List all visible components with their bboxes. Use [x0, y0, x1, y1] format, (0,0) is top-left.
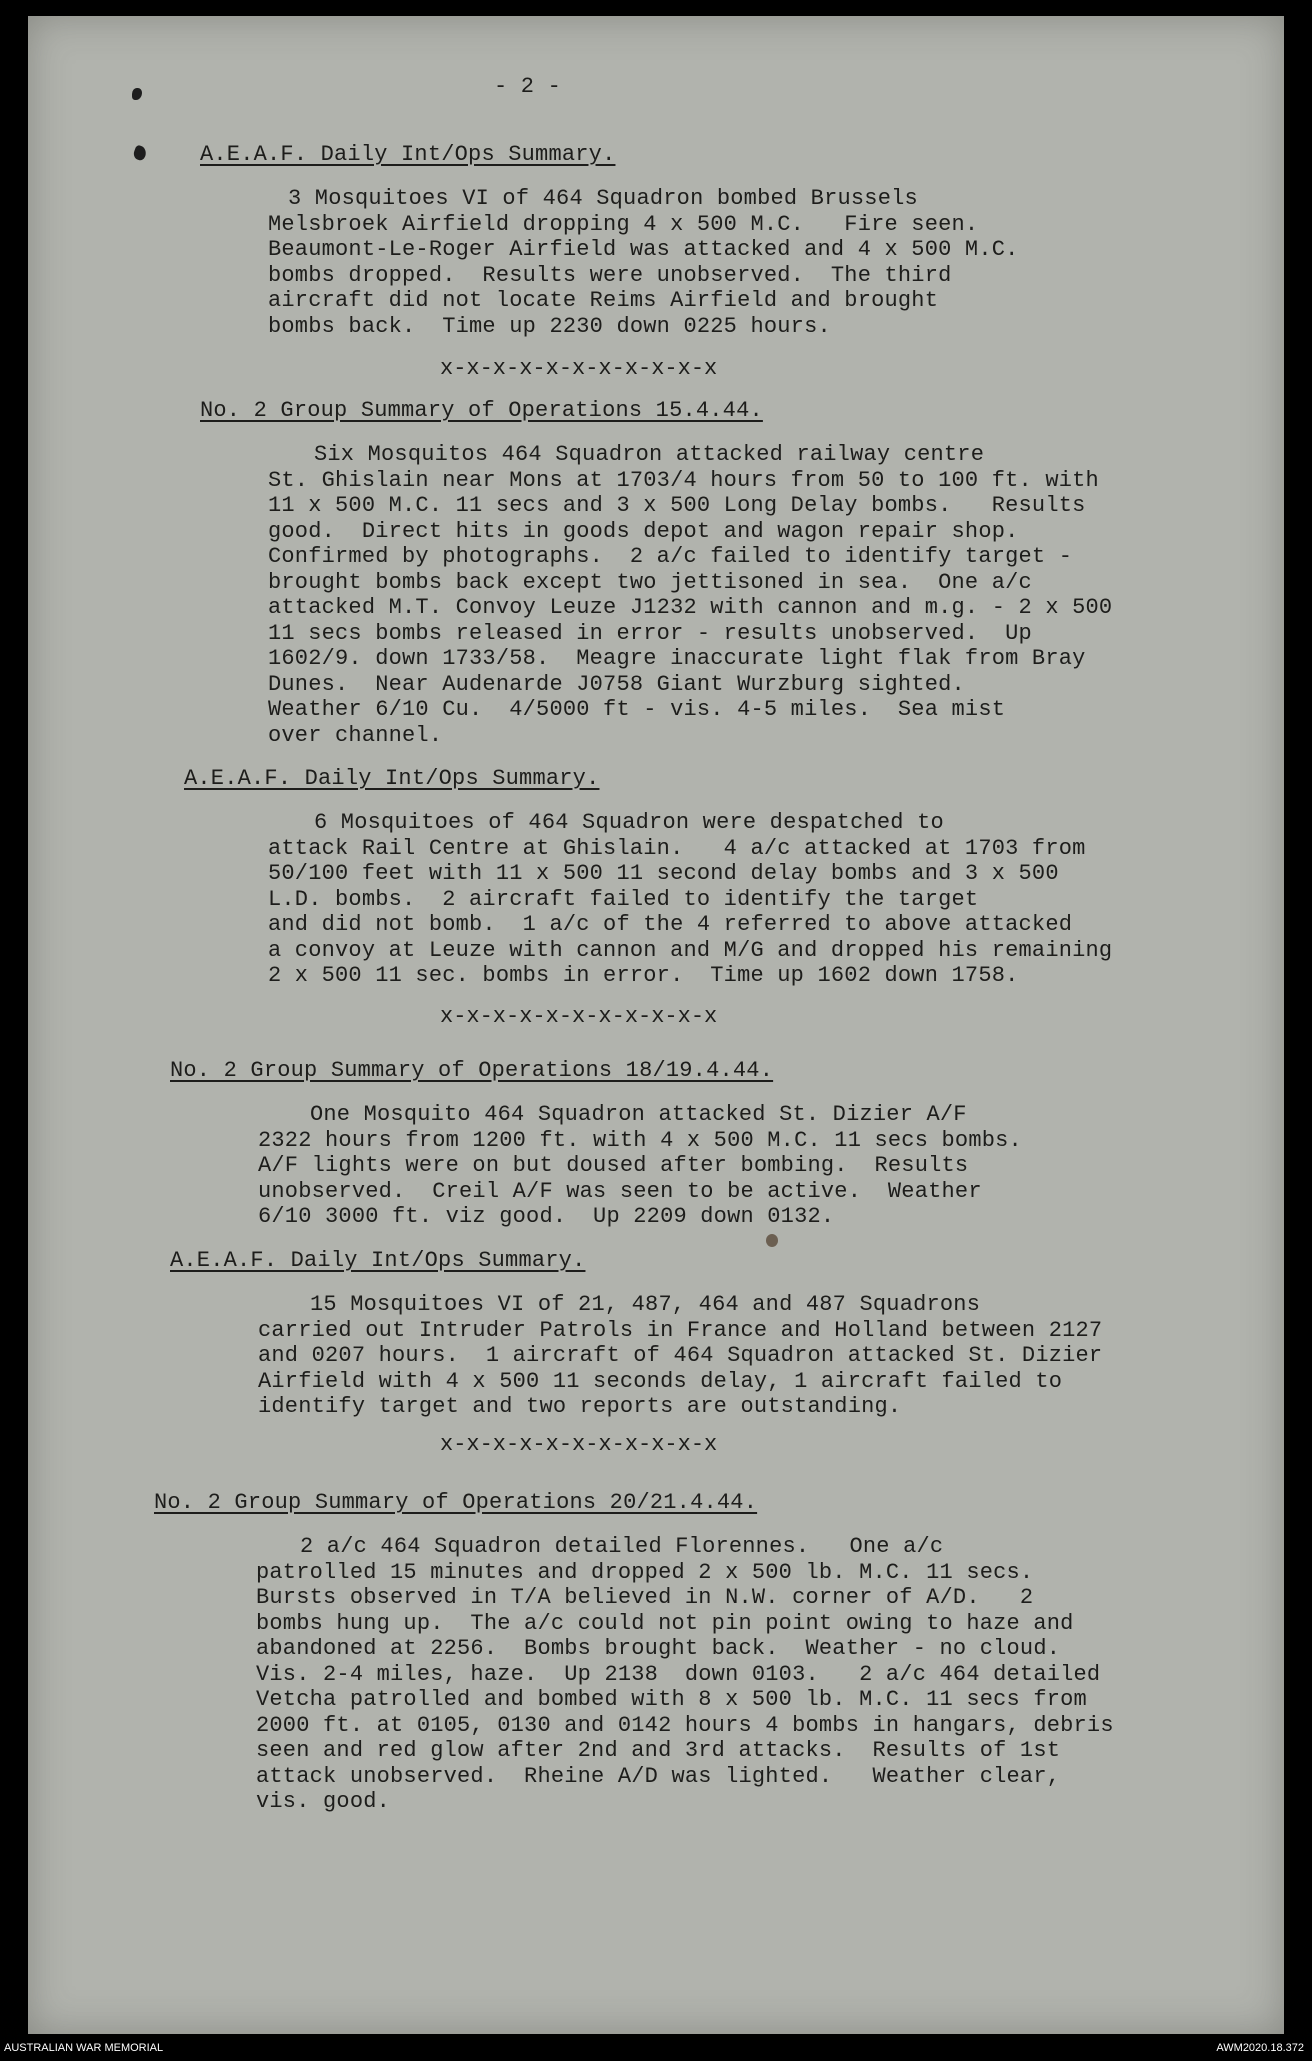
text-line: 2 x 500 11 sec. bombs in error. Time up 1602 down 1758. [268, 963, 1019, 988]
text-line: 2322 hours from 1200 ft. with 4 x 500 M.C. 11 secs bombs. [258, 1127, 1022, 1153]
text-line: 6 Mosquitoes of 464 Squadron were despatched to [314, 810, 944, 835]
text-line: and 0207 hours. 1 aircraft of 464 Squadron attacked St. Dizier [258, 1343, 1103, 1368]
text-line: vis. good. [256, 1789, 391, 1814]
text-line: 15 Mosquitoes VI of 21, 487, 464 and 487 Squadrons [310, 1292, 981, 1317]
text-line: 3 Mosquitoes VI of 464 Squadron bombed Brussels [288, 186, 918, 211]
text-line: 50/100 feet with 11 x 500 11 second delay bombs and 3 x 500 [268, 861, 1059, 886]
section-heading: A.E.A.F. Daily Int/Ops Summary. [200, 142, 616, 167]
section-heading: No. 2 Group Summary of Operations 15.4.44. [200, 398, 763, 423]
separator: x-x-x-x-x-x-x-x-x-x-x [440, 356, 718, 381]
document-page [28, 16, 1284, 2034]
text-line: A/F lights were on but doused after bombing. Results [258, 1153, 969, 1178]
text-line: 11 x 500 M.C. 11 secs and 3 x 500 Long Delay bombs. Results [268, 493, 1086, 518]
text-line: 1602/9. down 1733/58. Meagre inaccurate light flak from Bray [268, 646, 1086, 671]
text-line: abandoned at 2256. Bombs brought back. Weather - no cloud. [256, 1636, 1061, 1661]
text-line: aircraft did not locate Reims Airfield and brought [268, 288, 939, 313]
separator: x-x-x-x-x-x-x-x-x-x-x [440, 1432, 718, 1457]
text-line: Confirmed by photographs. 2 a/c failed to identify target - [268, 544, 1073, 569]
page-number: - 2 - [494, 74, 562, 99]
text-line: patrolled 15 minutes and dropped 2 x 500 lb. M.C. 11 secs. [256, 1559, 1034, 1585]
text-line: attacked M.T. Convoy Leuze J1232 with cannon and m.g. - 2 x 500 [268, 595, 1113, 620]
section-heading: No. 2 Group Summary of Operations 20/21.4.44. [154, 1490, 758, 1515]
text-line: attack Rail Centre at Ghislain. 4 a/c attacked at 1703 from [268, 835, 1086, 861]
text-line: St. Ghislain near Mons at 1703/4 hours from 50 to 100 ft. with [268, 467, 1099, 493]
text-line: L.D. bombs. 2 aircraft failed to identify the target [268, 886, 979, 912]
text-line: a convoy at Leuze with cannon and M/G and dropped his remaining [268, 937, 1113, 963]
text-line: 11 secs bombs released in error - results unobserved. Up [268, 620, 1032, 646]
text-line: good. Direct hits in goods depot and wagon repair shop. [268, 518, 1019, 544]
text-line: Weather 6/10 Cu. 4/5000 ft - vis. 4-5 miles. Sea mist [268, 697, 1006, 722]
text-line: Six Mosquitos 464 Squadron attacked railway centre [314, 442, 985, 467]
section-heading: No. 2 Group Summary of Operations 18/19.4.44. [170, 1058, 774, 1083]
archive-footer [0, 2034, 1312, 2061]
section-heading: A.E.A.F. Daily Int/Ops Summary. [184, 766, 600, 791]
text-line: 6/10 3000 ft. viz good. Up 2209 down 0132. [258, 1204, 835, 1229]
text-line: bombs dropped. Results were unobserved. The third [268, 262, 952, 288]
text-line: and did not bomb. 1 a/c of the 4 referred to above attacked [268, 912, 1073, 937]
text-line: carried out Intruder Patrols in France and Holland between 2127 [258, 1317, 1103, 1343]
text-line: Vetcha patrolled and bombed with 8 x 500 lb. M.C. 11 secs from [256, 1687, 1087, 1712]
section-heading: A.E.A.F. Daily Int/Ops Summary. [170, 1248, 586, 1273]
text-line: unobserved. Creil A/F was seen to be active. Weather [258, 1178, 982, 1204]
footer-accession-number: AWM2020.18.372 [1216, 2042, 1304, 2054]
ink-mark [132, 144, 148, 161]
ink-mark [132, 88, 142, 100]
text-line: Bursts observed in T/A believed in N.W. corner of A/D. 2 [256, 1585, 1034, 1610]
footer-institution: AUSTRALIAN WAR MEMORIAL [4, 2042, 164, 2054]
text-line: Dunes. Near Audenarde J0758 Giant Wurzburg sighted. [268, 671, 965, 697]
text-line: over channel. [268, 722, 443, 748]
text-line: 2 a/c 464 Squadron detailed Florennes. One a/c [300, 1534, 944, 1559]
text-line: attack unobserved. Rheine A/D was lighted. Weather clear, [256, 1763, 1061, 1789]
text-line: One Mosquito 464 Squadron attacked St. Dizier A/F [310, 1102, 967, 1127]
text-line: Airfield with 4 x 500 11 seconds delay, 1 aircraft failed to [258, 1368, 1063, 1394]
text-line: seen and red glow after 2nd and 3rd attacks. Results of 1st [256, 1738, 1061, 1763]
text-line: brought bombs back except two jettisoned in sea. One a/c [268, 569, 1032, 595]
text-line: Beaumont-Le-Roger Airfield was attacked and 4 x 500 M.C. [268, 237, 1019, 262]
text-line: Vis. 2-4 miles, haze. Up 2138 down 0103. 2 a/c 464 detailed [256, 1661, 1101, 1687]
text-line: identify target and two reports are outstanding. [258, 1394, 902, 1419]
text-line: bombs hung up. The a/c could not pin point owing to haze and [256, 1610, 1074, 1636]
text-line: Melsbroek Airfield dropping 4 x 500 M.C. Fire seen. [268, 211, 979, 237]
separator: x-x-x-x-x-x-x-x-x-x-x [440, 1004, 718, 1029]
stain-spot [766, 1234, 778, 1247]
text-line: bombs back. Time up 2230 down 0225 hours. [268, 313, 831, 339]
text-line: 2000 ft. at 0105, 0130 and 0142 hours 4 bombs in hangars, debris [256, 1712, 1114, 1738]
